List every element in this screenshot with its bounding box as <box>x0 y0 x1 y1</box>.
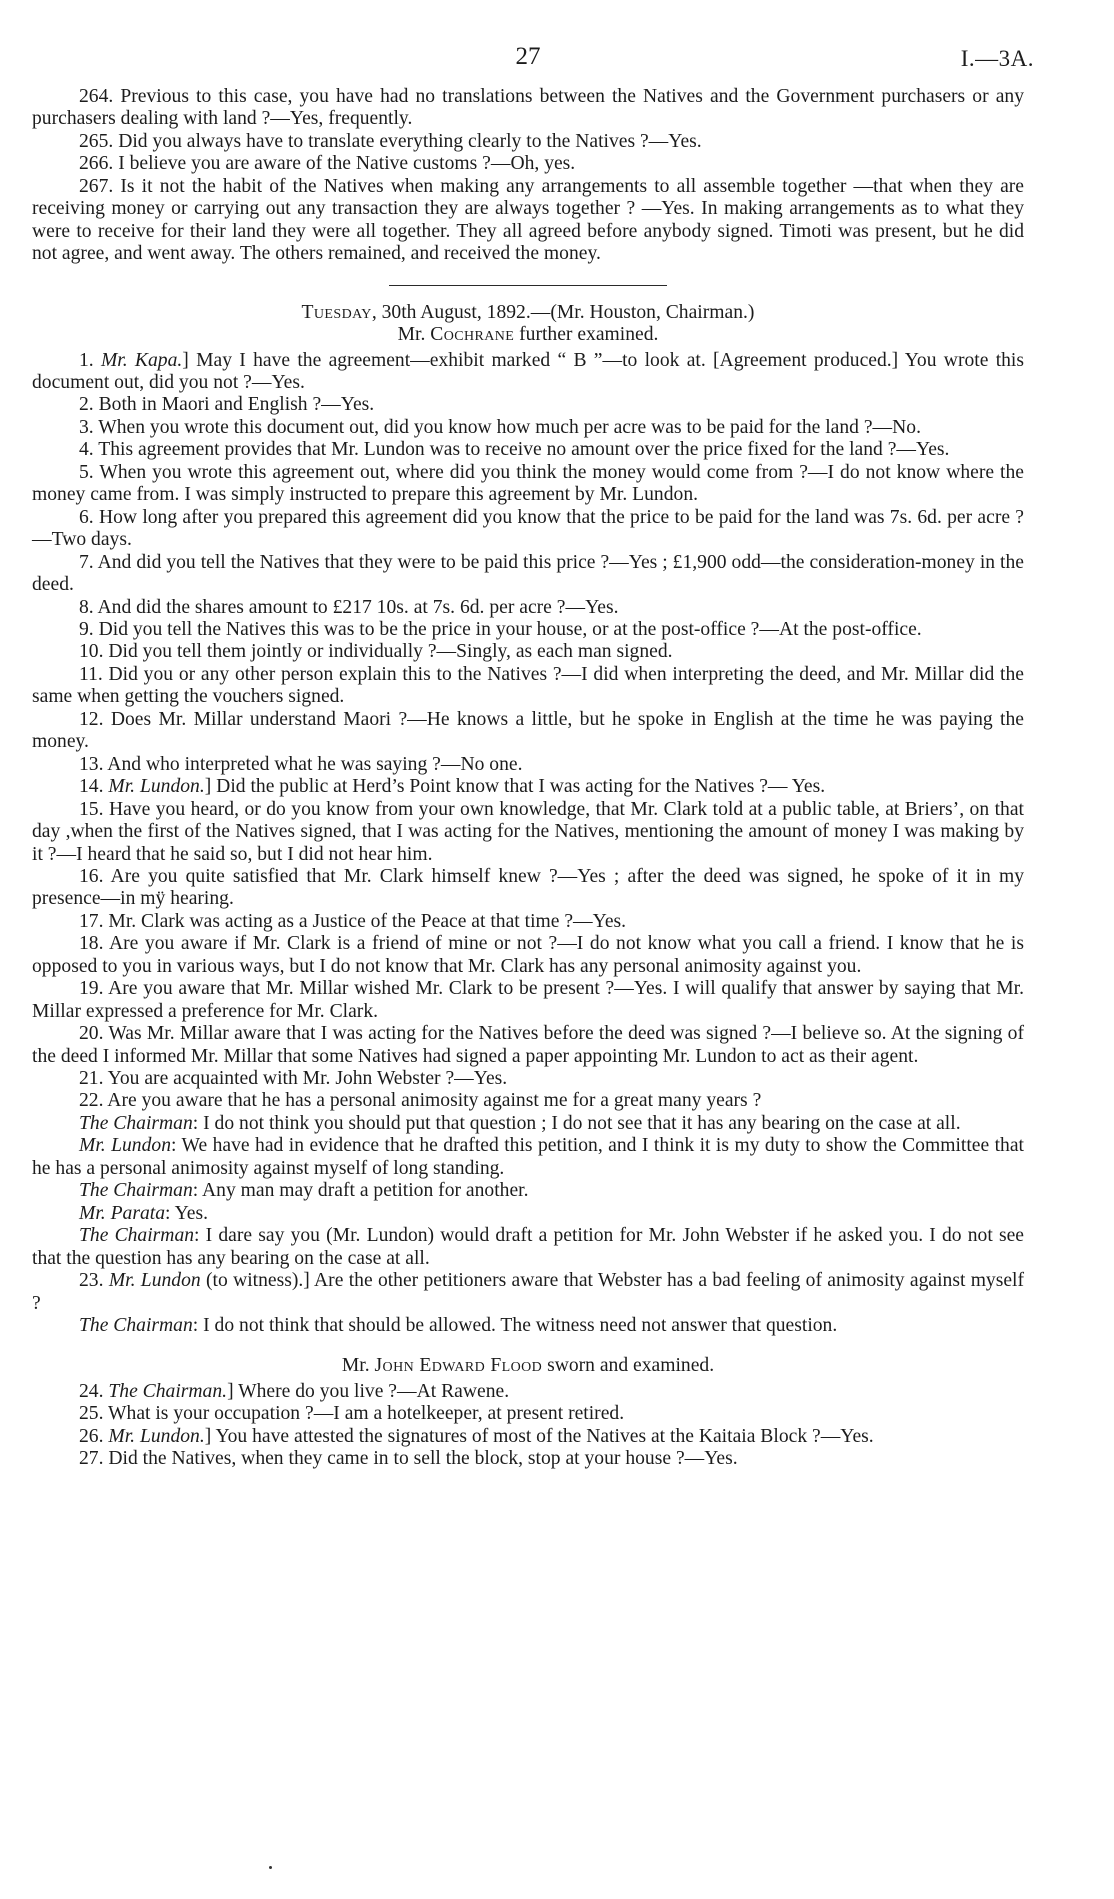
question-9: 9. Did you tell the Natives this was to be the price in your house, or at the post-office ?—At the post-office. <box>79 618 922 640</box>
speaker-name: Mr. Lundon <box>108 1270 201 1292</box>
question-14: 14. Mr. Lundon.] Did the public at Herd’s Point know that I was acting for the Natives ?— Yes. <box>79 776 826 798</box>
question-7: 7. And did you tell the Natives that they were to be paid this price ?—Yes ; £1,900 odd—the consideration-money in the deed. <box>32 551 1024 596</box>
question-12: 12. Does Mr. Millar understand Maori ?—He knows a little, but he spoke in English at the time he was paying the money. <box>32 708 1024 753</box>
question-24: 24. The Chairman.] Where do you live ?—At Rawene. <box>79 1380 510 1402</box>
question-8: 8. And did the shares amount to £217 10s. at 7s. 6d. per acre ?—Yes. <box>79 596 619 618</box>
colloquy-lundon: Mr. Lundon: We have had in evidence that he drafted this petition, and I think it is my duty to show the Committee that he has a personal animosity against myself of long standing. <box>32 1135 1024 1179</box>
colloquy-chairman-3: The Chairman: I dare say you (Mr. Lundon) would draft a petition for Mr. John Webster if he asked you. I do not see that the question has any bearing on the case at all. <box>32 1225 1024 1269</box>
paragraph-265: 265. Did you always have to translate everything clearly to the Natives ?—Yes. <box>79 130 702 152</box>
witness-heading-cochrane: Mr. Cochrane further examined. <box>397 324 659 346</box>
session-day: Tuesday <box>301 301 372 323</box>
speaker-name: Mr. Lundon. <box>108 1425 205 1447</box>
question-17: 17. Mr. Clark was acting as a Justice of the Peace at that time ?—Yes. <box>79 910 627 932</box>
speaker-name: Mr. Lundon <box>79 1135 171 1157</box>
speaker-name: The Chairman. <box>108 1380 228 1402</box>
speaker-name: The Chairman <box>79 1112 193 1134</box>
question-18: 18. Are you aware if Mr. Clark is a friend of mine or not ?—I do not know what you call a friend. I know that he is opposed to you in various ways, but I do not know that Mr. Clark has any personal animosity against you. <box>32 933 1024 977</box>
question-4: 4. This agreement provides that Mr. Lundon was to receive no amount over the price fixed for the land ?—Yes. <box>79 439 950 461</box>
paragraph-264: 264. Previous to this case, you have had no translations between the Natives and the Government purchasers or any purchasers dealing with land ?—Yes, frequently. <box>32 86 1024 130</box>
question-13: 13. And who interpreted what he was saying ?—No one. <box>79 753 523 775</box>
question-21: 21. You are acquainted with Mr. John Webster ?—Yes. <box>79 1068 508 1090</box>
colloquy-parata: Mr. Parata: Yes. <box>79 1202 209 1224</box>
question-22: 22. Are you aware that he has a personal animosity against me for a great many years ? <box>79 1090 762 1112</box>
witness-heading-flood: Mr. John Edward Flood sworn and examined. <box>341 1355 715 1377</box>
speaker-name: Mr. Kapa. <box>100 349 183 371</box>
colloquy-chairman-4: The Chairman: I do not think that should be allowed. The witness need not answer that question. <box>79 1315 838 1337</box>
cochrane-examination <box>32 350 1024 1338</box>
speaker-name: The Chairman <box>79 1225 195 1247</box>
question-3: 3. When you wrote this document out, did you know how much per acre was to be paid for the land ?—No. <box>79 416 921 438</box>
question-2: 2. Both in Maori and English ?—Yes. <box>79 394 375 416</box>
paragraph-267: 267. Is it not the habit of the Natives when making any arrangements to all assemble together —that when they are receiving money or carrying out any transaction they are always together ? —Yes. In making arrangements as to what they were to receive for their land they were all together. They all agreed before anybody signed. Timoti was present, but he did not agree, and went away. The others remained, and received the money. <box>32 175 1024 265</box>
session-heading <box>32 302 1024 324</box>
question-1: 1. Mr. Kapa.] May I have the agreement—exhibit marked “ B ”—to look at. [Agreement produced.] You wrote this document out, did you not ?—Yes. <box>32 349 1024 393</box>
speaker-name: Mr. Lundon. <box>108 776 205 798</box>
colloquy-chairman-1: The Chairman: I do not think you should put that question ; I do not see that it has any bearing on the case at all. <box>79 1112 961 1134</box>
question-25: 25. What is your occupation ?—I am a hotelkeeper, at present retired. <box>79 1403 625 1425</box>
question-10: 10. Did you tell them jointly or individually ?—Singly, as each man signed. <box>79 641 673 663</box>
page-header <box>32 43 1034 86</box>
print-speck <box>269 1866 272 1869</box>
question-11: 11. Did you or any other person explain this to the Natives ?—I did when interpreting the deed, and Mr. Millar did the same when getting the vouchers signed. <box>32 663 1024 708</box>
witness-name: Cochrane <box>430 324 515 346</box>
speaker-name: Mr. Parata <box>79 1202 165 1224</box>
speaker-name: The Chairman <box>79 1315 193 1337</box>
question-15: 15. Have you heard, or do you know from your own knowledge, that Mr. Clark told at a public table, at Briers’, on that day ,when the first of the Natives signed, that I was acting for the Natives, mentioning the amount of money I was making by it ?—I heard that he said so, but I did not hear him. <box>32 798 1024 865</box>
question-16: 16. Are you quite satisfied that Mr. Clark himself knew ?—Yes ; after the deed was signed, he spoke of it in my presence—in mÿ hearing. <box>32 865 1024 910</box>
colloquy-chairman-2: The Chairman: Any man may draft a petition for another. <box>79 1180 529 1202</box>
document-reference: I.—3A. <box>960 46 1034 71</box>
question-5: 5. When you wrote this agreement out, where did you think the money would come from ?—I do not know where the money came from. I was simply instructed to prepare this agreement by Mr. Lundon. <box>32 461 1024 506</box>
question-20: 20. Was Mr. Millar aware that I was acting for the Natives before the deed was signed ?—I believe so. At the signing of the deed I informed Mr. Millar that some Natives had signed a paper appointing Mr. Lundon to act as their agent. <box>32 1023 1024 1067</box>
question-19: 19. Are you aware that Mr. Millar wished Mr. Clark to be present ?—Yes. I will qualify that answer by saying that Mr. Millar expressed a preference for Mr. Clark. <box>32 978 1024 1022</box>
flood-examination <box>32 1381 1024 1471</box>
opening-section <box>32 86 1024 266</box>
section-divider <box>389 285 667 286</box>
page-number: 27 <box>515 43 541 70</box>
speaker-name: The Chairman <box>79 1180 193 1202</box>
question-6: 6. How long after you prepared this agreement did you know that the price to be paid for the land was 7s. 6d. per acre ?—Two days. <box>32 506 1024 551</box>
question-26: 26. Mr. Lundon.] You have attested the signatures of most of the Natives at the Kaitaia Block ?—Yes. <box>79 1425 874 1447</box>
witness-name: John Edward Flood <box>374 1355 543 1377</box>
session-date: , 30th August, 1892.—(Mr. Houston, Chairman.) <box>371 301 755 323</box>
question-27: 27. Did the Natives, when they came in to sell the block, stop at your house ?—Yes. <box>79 1448 738 1470</box>
paragraph-266: 266. I believe you are aware of the Native customs ?—Oh, yes. <box>79 153 576 175</box>
question-23: 23. Mr. Lundon (to witness).] Are the other petitioners aware that Webster has a bad feeling of animosity against myself ? <box>32 1270 1025 1314</box>
